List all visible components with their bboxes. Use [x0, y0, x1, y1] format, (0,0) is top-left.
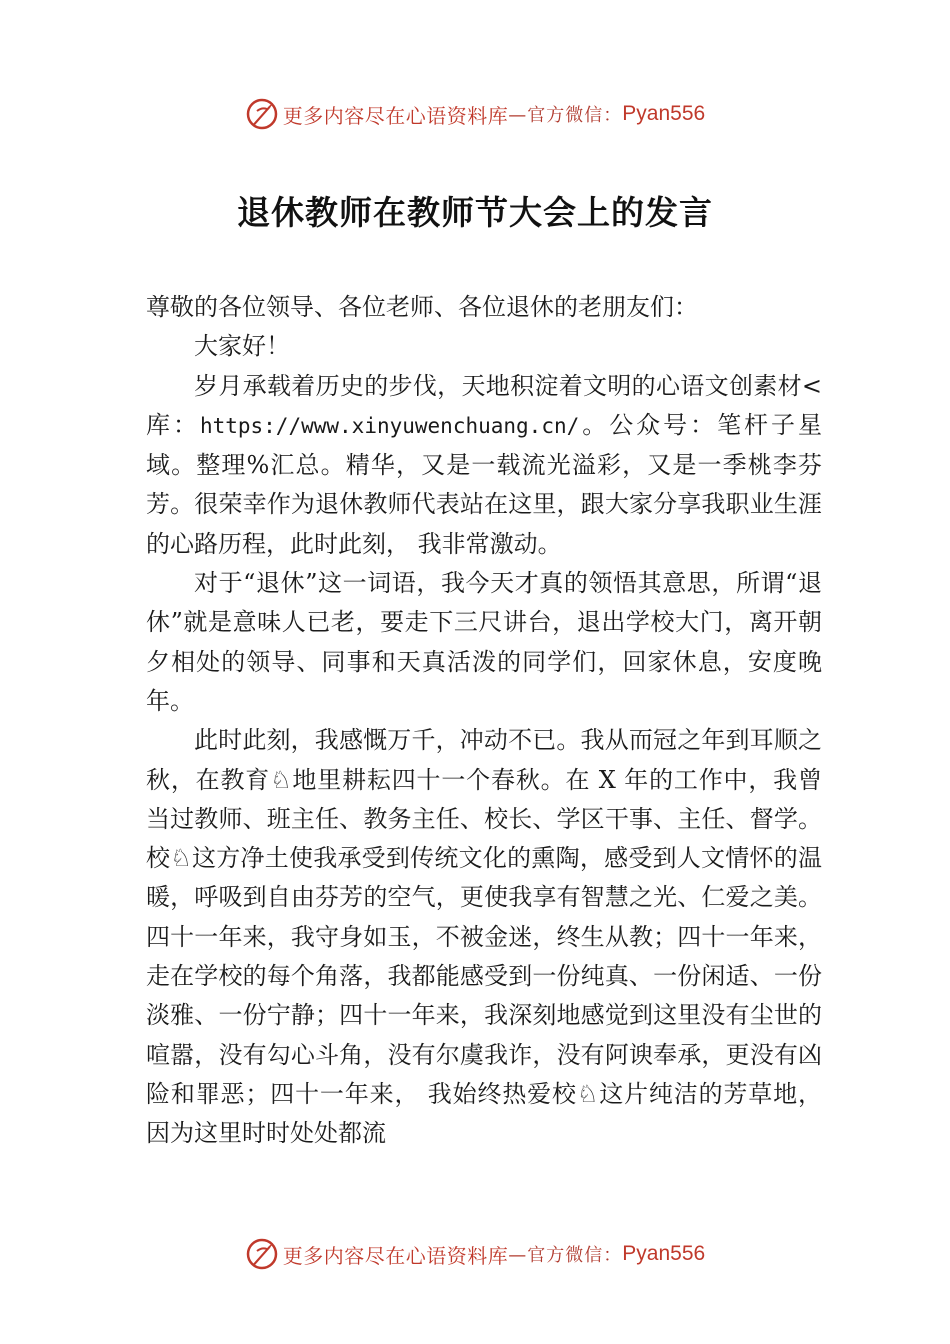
- paragraph-3: 此时此刻，我感慨万千，冲动不已。我从而冠之年到耳顺之秋，在教育♘地里耕耘四十一个春秋。在 X 年的工作中，我曾当过教师、班主任、教务主任、校长、学区干事、主任、督学。校♘这方净土使我承受到传统文化的熏陶，感受到人文情怀的温暖，呼吸到自由芬芳的空气，更使我享有智慧之光、仁爱之美。四十一年来，我守身如玉，不被金迷，终生从教；四十一年来，走在学校的每个角落，我都能感受到一份纯真、一份闲适、一份淡雅、一份宁静；四十一年来，我深刻地感觉到这里没有尘世的喧嚣，没有勾心斗角，没有尔虞我诈，没有阿谀奉承，更没有凶险和罪恶；四十一年来， 我始终热爱校♘这片纯洁的芳草地，因为这里时时处处都流: [146, 726, 822, 1148]
- document-title: 退休教师在教师节大会上的发言: [237, 193, 713, 232]
- paragraph-1-after-url: 。公众号：笔杆子星域。整理%汇总。精华，又是一载流光溢彩，又是一季桃李芬芳。很荣幸作为退休教师代表站在这里，跟大家分享我职业生涯的心路历程，此时此刻， 我非常激动。: [146, 410, 823, 558]
- banner-wechat-id: Pyan556: [622, 102, 706, 125]
- quill-pen-logo-icon: [245, 1237, 279, 1271]
- banner-main-text: 更多内容尽在心语资料库: [282, 1243, 509, 1268]
- website-url-link[interactable]: https://www.xinyuwenchuang.cn/: [199, 413, 580, 438]
- banner-sub-text: —官方微信：: [508, 1245, 623, 1266]
- paragraph-1: [146, 367, 822, 564]
- greeting: 大家好！: [194, 332, 290, 361]
- quill-pen-logo-icon: [245, 97, 279, 131]
- salutation: 尊敬的各位领导、各位老师、各位退休的老朋友们：: [146, 293, 698, 321]
- paragraph-1-before-url: 岁月承载着历史的步伐，天地积淀着文明的心语文创素材<库：: [146, 371, 822, 439]
- paragraph-2: 对于“退休”这一词语，我今天才真的领悟其意思，所谓“退休”就是意味人已老，要走下三尺讲台，退出学校大门，离开朝夕相处的领导、同事和天真活泼的同学们，回家休息，安度晚年。: [146, 569, 822, 715]
- banner-main-text: 更多内容尽在心语资料库: [282, 103, 509, 128]
- footer-banner: [0, 1234, 950, 1274]
- banner-wechat-id: Pyan556: [622, 1242, 706, 1265]
- document-body: [146, 288, 822, 1154]
- header-banner: [0, 94, 950, 134]
- banner-sub-text: —官方微信：: [508, 105, 623, 126]
